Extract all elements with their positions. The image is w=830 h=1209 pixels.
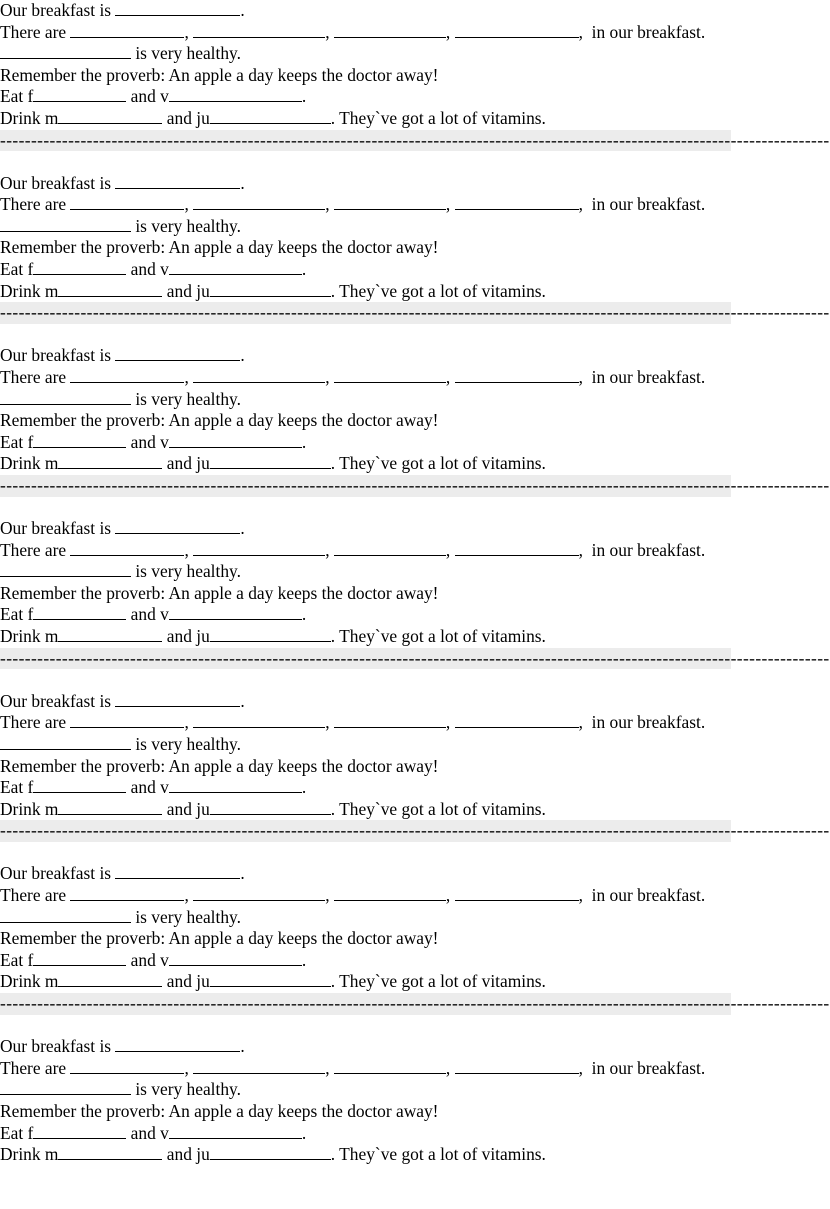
eat-middle: and v (126, 949, 169, 970)
breakfast-suffix: . (240, 690, 245, 711)
breakfast-blank[interactable] (115, 0, 240, 16)
fruit-blank[interactable] (33, 777, 126, 793)
milk-blank[interactable] (58, 799, 162, 815)
drink-line (0, 108, 816, 130)
breakfast-blank[interactable] (115, 345, 240, 361)
breakfast-blank[interactable] (115, 691, 240, 707)
drink-suffix: . They`ve got a lot of vitamins. (330, 280, 546, 301)
healthy-suffix: is very healthy. (131, 1079, 241, 1100)
proverb-line: Remember the proverb: An apple a day keeps the doctor away! (0, 928, 439, 949)
breakfast-prefix: Our breakfast is (0, 1036, 116, 1057)
breakfast-suffix: . (240, 518, 245, 539)
proverb-line: Remember the proverb: An apple a day keeps the doctor away! (0, 1100, 439, 1121)
healthy-suffix: is very healthy. (131, 906, 241, 927)
there-are-prefix: There are (0, 21, 71, 42)
healthy-blank[interactable] (0, 734, 131, 750)
juice-blank[interactable] (210, 1144, 331, 1160)
drink-middle: and ju (162, 107, 210, 128)
breakfast-suffix: . (240, 345, 245, 366)
eat-middle: and v (126, 1122, 169, 1143)
separator-line: -------------------------------------------------------------------------------------------------------------------------------------- (0, 474, 830, 495)
breakfast-suffix: . (240, 172, 245, 193)
milk-blank[interactable] (58, 453, 162, 469)
breakfast-prefix: Our breakfast is (0, 345, 116, 366)
food-blank-4[interactable] (455, 194, 579, 210)
drink-line (0, 453, 816, 475)
healthy-blank[interactable] (0, 1079, 131, 1095)
comma: , (445, 885, 451, 906)
comma: , (445, 1057, 451, 1078)
milk-blank[interactable] (58, 626, 162, 642)
comma: , (445, 366, 451, 387)
comma: , (445, 21, 451, 42)
worksheet-block (0, 0, 830, 173)
food-blank-2[interactable] (193, 885, 325, 901)
food-blank-3[interactable] (334, 367, 446, 383)
block-gap (0, 497, 816, 519)
juice-blank[interactable] (210, 971, 331, 987)
proverb-line: Remember the proverb: An apple a day keeps the doctor away! (0, 755, 439, 776)
comma: , (184, 885, 189, 906)
drink-prefix: Drink m (0, 971, 59, 992)
comma: , (184, 539, 189, 560)
there-are-line (0, 367, 816, 389)
juice-blank[interactable] (210, 453, 331, 469)
fruit-blank[interactable] (33, 86, 126, 102)
healthy-blank[interactable] (0, 216, 131, 232)
there-are-prefix: There are (0, 1057, 71, 1078)
there-are-suffix: , in our breakfast. (578, 885, 706, 906)
drink-prefix: Drink m (0, 626, 59, 647)
fruit-blank[interactable] (33, 950, 126, 966)
breakfast-line (0, 691, 816, 713)
comma: , (325, 366, 330, 387)
breakfast-blank[interactable] (115, 863, 240, 879)
healthy-blank[interactable] (0, 43, 131, 59)
separator-line: -------------------------------------------------------------------------------------------------------------------------------------- (0, 820, 830, 841)
separator-line: -------------------------------------------------------------------------------------------------------------------------------------- (0, 302, 830, 323)
comma: , (325, 712, 330, 733)
worksheet-block (0, 690, 830, 864)
healthy-blank[interactable] (0, 561, 131, 577)
breakfast-line (0, 173, 816, 195)
eat-line (0, 86, 816, 108)
food-blank-3[interactable] (334, 22, 446, 38)
drink-suffix: . They`ve got a lot of vitamins. (330, 107, 546, 128)
food-blank-4[interactable] (455, 1058, 579, 1074)
breakfast-line (0, 1036, 816, 1058)
eat-suffix: . (301, 949, 307, 970)
worksheet-block (0, 172, 830, 346)
food-blank-1[interactable] (70, 712, 184, 728)
drink-suffix: . They`ve got a lot of vitamins. (330, 798, 546, 819)
eat-prefix: Eat f (0, 777, 34, 798)
healthy-blank[interactable] (0, 907, 131, 923)
there-are-prefix: There are (0, 885, 71, 906)
there-are-suffix: , in our breakfast. (578, 1057, 706, 1078)
fruit-blank[interactable] (33, 604, 126, 620)
eat-line (0, 950, 816, 972)
there-are-prefix: There are (0, 194, 71, 215)
comma: , (184, 712, 189, 733)
juice-blank[interactable] (210, 799, 331, 815)
drink-line (0, 1144, 816, 1166)
comma: , (184, 194, 189, 215)
healthy-line (0, 734, 816, 756)
breakfast-suffix: . (240, 1036, 245, 1057)
drink-line (0, 971, 816, 993)
eat-prefix: Eat f (0, 86, 34, 107)
drink-prefix: Drink m (0, 280, 59, 301)
worksheet-block (0, 1036, 816, 1209)
milk-blank[interactable] (58, 108, 162, 124)
drink-middle: and ju (162, 798, 210, 819)
there-are-line (0, 885, 816, 907)
eat-suffix: . (301, 604, 307, 625)
drink-suffix: . They`ve got a lot of vitamins. (330, 1144, 546, 1165)
there-are-line (0, 1058, 816, 1080)
food-blank-2[interactable] (193, 712, 325, 728)
food-blank-3[interactable] (334, 194, 446, 210)
there-are-suffix: , in our breakfast. (578, 366, 706, 387)
food-blank-1[interactable] (70, 194, 184, 210)
healthy-suffix: is very healthy. (131, 561, 241, 582)
breakfast-suffix: . (240, 0, 245, 20)
drink-suffix: . They`ve got a lot of vitamins. (330, 453, 546, 474)
drink-prefix: Drink m (0, 453, 59, 474)
eat-middle: and v (126, 431, 169, 452)
healthy-suffix: is very healthy. (131, 43, 241, 64)
vegetable-blank[interactable] (169, 1123, 302, 1139)
proverb-line: Remember the proverb: An apple a day keeps the doctor away! (0, 237, 439, 258)
food-blank-2[interactable] (193, 540, 325, 556)
there-are-suffix: , in our breakfast. (578, 21, 706, 42)
eat-prefix: Eat f (0, 1122, 34, 1143)
breakfast-suffix: . (240, 863, 245, 884)
food-blank-2[interactable] (193, 22, 325, 38)
eat-middle: and v (126, 259, 169, 280)
juice-blank[interactable] (210, 626, 331, 642)
fruit-blank[interactable] (33, 259, 126, 275)
food-blank-2[interactable] (193, 367, 325, 383)
breakfast-line (0, 863, 816, 885)
there-are-suffix: , in our breakfast. (578, 539, 706, 560)
drink-prefix: Drink m (0, 1144, 59, 1165)
comma: , (445, 539, 451, 560)
fruit-blank[interactable] (33, 432, 126, 448)
breakfast-prefix: Our breakfast is (0, 0, 116, 20)
eat-middle: and v (126, 604, 169, 625)
healthy-line (0, 907, 816, 929)
drink-suffix: . They`ve got a lot of vitamins. (330, 971, 546, 992)
breakfast-blank[interactable] (115, 518, 240, 534)
eat-line (0, 259, 816, 281)
eat-prefix: Eat f (0, 431, 34, 452)
milk-blank[interactable] (58, 281, 162, 297)
comma: , (184, 21, 189, 42)
healthy-line (0, 1079, 816, 1101)
eat-prefix: Eat f (0, 949, 34, 970)
milk-blank[interactable] (58, 971, 162, 987)
eat-line (0, 432, 816, 454)
worksheet-block (0, 863, 830, 1036)
food-blank-1[interactable] (70, 367, 184, 383)
food-blank-4[interactable] (455, 885, 579, 901)
healthy-line (0, 216, 816, 238)
food-blank-4[interactable] (455, 712, 579, 728)
there-are-prefix: There are (0, 539, 71, 560)
drink-prefix: Drink m (0, 107, 59, 128)
eat-line (0, 1123, 816, 1145)
worksheet-block (0, 345, 830, 518)
food-blank-1[interactable] (70, 1058, 184, 1074)
healthy-suffix: is very healthy. (131, 733, 241, 754)
there-are-suffix: , in our breakfast. (578, 712, 706, 733)
healthy-line (0, 561, 816, 583)
eat-suffix: . (301, 259, 307, 280)
food-blank-4[interactable] (455, 540, 579, 556)
food-blank-2[interactable] (193, 194, 325, 210)
eat-suffix: . (301, 431, 307, 452)
food-blank-4[interactable] (455, 367, 579, 383)
eat-prefix: Eat f (0, 259, 34, 280)
eat-middle: and v (126, 86, 169, 107)
drink-line (0, 626, 816, 648)
vegetable-blank[interactable] (169, 950, 302, 966)
there-are-suffix: , in our breakfast. (578, 194, 706, 215)
proverb-line: Remember the proverb: An apple a day keeps the doctor away! (0, 64, 439, 85)
breakfast-blank[interactable] (115, 173, 240, 189)
comma: , (325, 194, 330, 215)
comma: , (184, 366, 189, 387)
juice-blank[interactable] (210, 281, 331, 297)
there-are-prefix: There are (0, 712, 71, 733)
food-blank-1[interactable] (70, 540, 184, 556)
block-gap (0, 151, 816, 173)
proverb-line: Remember the proverb: An apple a day keeps the doctor away! (0, 582, 439, 603)
proverb-line: Remember the proverb: An apple a day keeps the doctor away! (0, 410, 439, 431)
eat-suffix: . (301, 777, 307, 798)
healthy-suffix: is very healthy. (131, 215, 241, 236)
breakfast-line (0, 0, 816, 22)
food-blank-3[interactable] (334, 540, 446, 556)
eat-prefix: Eat f (0, 604, 34, 625)
healthy-suffix: is very healthy. (131, 388, 241, 409)
drink-suffix: . They`ve got a lot of vitamins. (330, 626, 546, 647)
breakfast-prefix: Our breakfast is (0, 518, 116, 539)
vegetable-blank[interactable] (169, 259, 302, 275)
fruit-blank[interactable] (33, 1123, 126, 1139)
healthy-line (0, 43, 816, 65)
comma: , (325, 885, 330, 906)
eat-suffix: . (301, 86, 307, 107)
vegetable-blank[interactable] (169, 777, 302, 793)
eat-line (0, 777, 816, 799)
breakfast-line (0, 518, 816, 540)
breakfast-prefix: Our breakfast is (0, 863, 116, 884)
healthy-blank[interactable] (0, 389, 131, 405)
separator-line: -------------------------------------------------------------------------------------------------------------------------------------- (0, 993, 830, 1013)
juice-blank[interactable] (210, 108, 331, 124)
comma: , (184, 1057, 189, 1078)
separator-line: -------------------------------------------------------------------------------------------------------------------------------------- (0, 647, 830, 668)
breakfast-prefix: Our breakfast is (0, 690, 116, 711)
there-are-line (0, 712, 816, 734)
food-blank-1[interactable] (70, 22, 184, 38)
food-blank-3[interactable] (334, 712, 446, 728)
food-blank-3[interactable] (334, 885, 446, 901)
food-blank-4[interactable] (455, 22, 579, 38)
drink-middle: and ju (162, 453, 210, 474)
there-are-line (0, 22, 816, 44)
drink-middle: and ju (162, 1144, 210, 1165)
drink-line (0, 799, 816, 821)
milk-blank[interactable] (58, 1144, 162, 1160)
comma: , (325, 539, 330, 560)
block-gap (0, 669, 816, 691)
comma: , (325, 1057, 330, 1078)
drink-middle: and ju (162, 626, 210, 647)
eat-line (0, 604, 816, 626)
vegetable-blank[interactable] (169, 604, 302, 620)
block-gap (0, 1015, 816, 1037)
there-are-line (0, 540, 816, 562)
healthy-line (0, 389, 816, 411)
block-gap (0, 842, 816, 864)
separator-line: -------------------------------------------------------------------------------------------------------------------------------------- (0, 129, 830, 150)
drink-line (0, 281, 816, 303)
worksheet-block (0, 518, 830, 691)
block-gap (0, 324, 816, 346)
drink-middle: and ju (162, 971, 210, 992)
food-blank-3[interactable] (334, 1058, 446, 1074)
vegetable-blank[interactable] (169, 86, 302, 102)
eat-suffix: . (301, 1122, 307, 1143)
breakfast-prefix: Our breakfast is (0, 172, 116, 193)
drink-prefix: Drink m (0, 798, 59, 819)
there-are-prefix: There are (0, 366, 71, 387)
food-blank-1[interactable] (70, 885, 184, 901)
there-are-line (0, 194, 816, 216)
vegetable-blank[interactable] (169, 432, 302, 448)
breakfast-line (0, 345, 816, 367)
breakfast-blank[interactable] (115, 1036, 240, 1052)
comma: , (325, 21, 330, 42)
eat-middle: and v (126, 777, 169, 798)
comma: , (445, 194, 451, 215)
drink-middle: and ju (162, 280, 210, 301)
food-blank-2[interactable] (193, 1058, 325, 1074)
comma: , (445, 712, 451, 733)
